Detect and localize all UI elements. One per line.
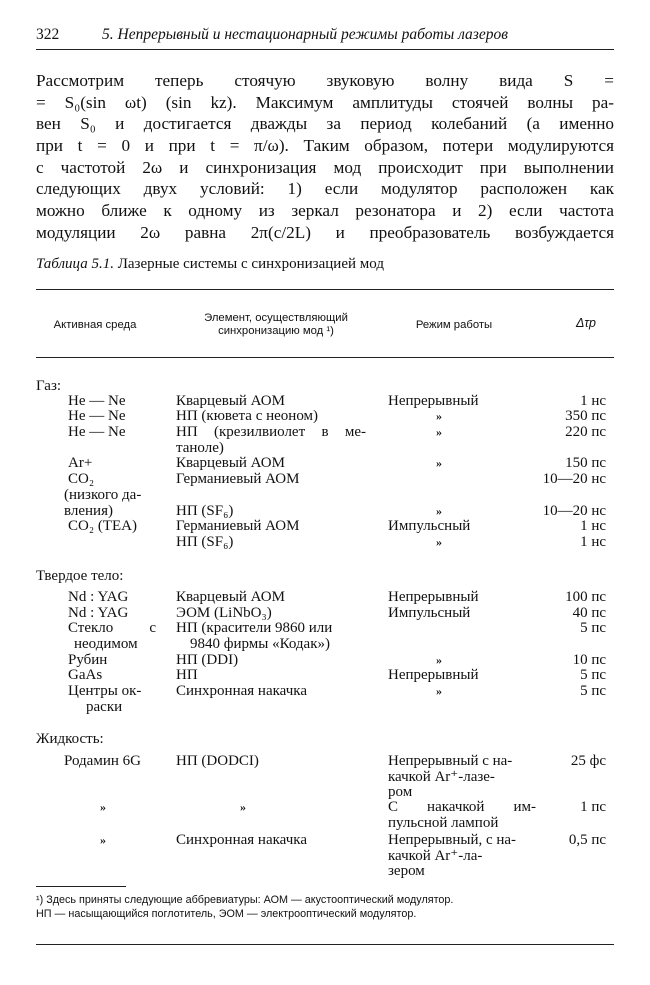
ditto-mark: » [436,535,442,549]
cell-element: Кварцевый АОМ [176,455,285,471]
cell-mode-line: качкой Ar⁺-лазе- [388,768,495,785]
table-caption [36,256,384,273]
cell-mode [388,456,536,472]
cell-mode-line: С накачкой им- [388,799,536,815]
cell-element: Германиевый АОМ [176,471,300,487]
paragraph-line: вен S₀ и достигается дважды за период колебаний (а именно [36,114,614,134]
ditto-mark: » [436,504,442,518]
cell-medium: CO₂ [68,471,95,487]
cell-medium-line: раски [86,698,123,715]
cell-tau: 1 пс [580,799,606,815]
footnote-line: ¹) Здесь приняты следующие аббревиатуры: АОМ — акустооптический модулятор. [36,894,454,906]
cell-mode [388,833,536,880]
ditto-mark: » [436,653,442,667]
cell-tau: 5 пс [580,620,606,636]
cell-element: Германиевый АОМ [176,518,300,534]
cell-mode [388,425,536,441]
cell-mode: Непрерывный [388,393,479,409]
cell-tau: 40 пс [572,605,606,621]
cell-medium: Nd : YAG [68,605,129,621]
cell-mode-line: Непрерывный с на- [388,753,513,769]
cell-medium [68,621,188,652]
cell-element-line: 9840 фирмы «Кодак») [190,635,330,652]
cell-medium: Ar+ [68,455,93,471]
paragraph-line: при t = 0 и при t = π/ω). Таким образом, потери модулируются [36,136,614,156]
cell-medium-line: Стекло с [68,620,156,636]
cell-mode-line: Непрерывный, с на- [388,832,517,848]
cell-mode: Импульсный [388,605,471,621]
paragraph-line: Рассмотрим теперь стоячую звуковую волну вида S = [36,71,614,90]
header-medium: Активная среда [53,319,137,331]
ditto-mark: » [436,456,442,470]
cell-element: Синхронная накачка [176,832,307,848]
ditto-mark: » [100,833,106,847]
running-header [36,26,614,48]
cell-medium: Родамин 6G [64,753,141,769]
cell-tau: 1 нс [580,393,606,409]
cell-mode-line: пульсной лампой [388,814,499,831]
cell-medium: He — Ne [68,424,126,440]
cell-element: НП (DODCI) [176,753,259,769]
header-rule [36,49,614,50]
ditto-mark: » [436,409,442,423]
section-solid: Твердое тело: [36,568,124,584]
table-bottom-rule [36,944,614,945]
paragraph-line: следующих двух условий: 1) если модулятор расположен как [36,179,614,199]
cell-mode [388,800,536,831]
cell-mode: Импульсный [388,518,471,534]
cell-mode-line: зером [388,863,425,880]
header-mode: Режим работы [415,319,493,331]
cell-tau: 5 пс [580,667,606,683]
cell-tau: 25 фс [570,753,606,769]
cell-element [176,621,366,652]
footnote-rule [36,886,126,887]
ditto-mark: » [240,800,246,814]
cell-medium: He — Ne [68,393,126,409]
cell-tau: 350 пс [565,408,606,424]
cell-element: НП [176,667,198,683]
cell-mode [388,754,536,801]
cell-mode: Непрерывный [388,589,479,605]
ditto-mark: » [436,684,442,698]
section-gas: Газ: [36,378,62,394]
body-paragraph [36,70,614,244]
paragraph-line: с частотой 2ω и синхронизация мод происходит при выполнении [36,157,614,177]
cell-medium [64,488,184,519]
cell-tau: 5 пс [580,683,606,699]
table-header-rule [36,357,614,358]
cell-element: Синхронная накачка [176,683,307,699]
ditto-mark: » [436,425,442,439]
cell-medium: GaAs [68,667,103,683]
cell-tau: 220 пс [565,424,606,440]
cell-tau: 100 пс [565,589,606,605]
cell-tau: 1 нс [580,518,606,534]
cell-medium-line: вления) [64,502,113,519]
cell-medium: CO₂ (TEA) [68,518,137,534]
cell-medium: Nd : YAG [68,589,129,605]
cell-mode [388,409,536,425]
cell-tau: 10—20 нс [542,471,606,487]
cell-element: Кварцевый АОМ [176,589,285,605]
cell-tau: 0,5 пс [568,832,606,848]
paragraph-line: можно ближе к одному из зеркал резонатора и 2) если частота [36,201,614,221]
table-caption-text: Лазерные системы с синхронизацией мод [117,256,384,272]
paragraph-line: = S₀(sin ωt) (sin kz). Максимум амплитуды стоячей волны ра- [36,92,614,112]
header-tau: Δτp [575,316,596,330]
cell-tau: 10 пс [572,652,606,668]
cell-element-line: НП (красители 9860 или [176,620,333,636]
cell-medium-line: неодимом [74,635,138,652]
cell-mode [388,684,536,700]
cell-element-line: таноле) [176,439,224,456]
cell-element: НП (SF₆) [176,503,234,519]
page-number: 322 [36,26,60,43]
cell-element: ЭОМ (LiNbO₃) [176,605,272,621]
ditto-mark: » [100,800,106,814]
cell-tau: 1 нс [580,534,606,550]
cell-element [176,425,366,456]
table-footnote [36,893,626,921]
cell-element: НП (DDI) [176,652,239,668]
cell-mode-line: ром [388,784,413,801]
table-top-rule [36,289,614,290]
cell-mode [388,535,536,551]
cell-medium [100,800,220,816]
cell-medium: Рубин [68,652,108,668]
cell-mode-line: качкой Ar⁺-ла- [388,847,483,864]
cell-element-line: НП (крезилвиолет в ме- [176,424,366,440]
header-element-line1: Элемент, осуществляющий [204,312,348,324]
cell-tau: 10—20 нс [542,503,606,519]
footnote-line: НП — насыщающийся поглотитель, ЭОМ — электрооптический модулятор. [36,908,417,920]
header-element-line2: синхронизацию мод ¹) [218,325,334,337]
cell-mode: Непрерывный [388,667,479,683]
section-liquid: Жидкость: [36,731,104,747]
table-caption-label: Таблица 5.1. [36,256,114,272]
cell-medium-line: (низкого да- [64,487,142,503]
paragraph-line: модуляции 2ω равна 2π(c/2L) и преобразователь возбуждается [36,222,614,242]
cell-medium: He — Ne [68,408,126,424]
header-element [176,312,376,338]
cell-tau: 150 пс [565,455,606,471]
cell-element: НП (SF₆) [176,534,234,550]
cell-element: НП (кювета с неоном) [176,408,319,424]
cell-medium-line: Центры ок- [68,683,142,699]
table-header [36,300,614,360]
chapter-title: 5. Непрерывный и нестационарный режимы работы лазеров [102,26,508,43]
cell-element: Кварцевый АОМ [176,393,285,409]
cell-medium [68,684,188,715]
